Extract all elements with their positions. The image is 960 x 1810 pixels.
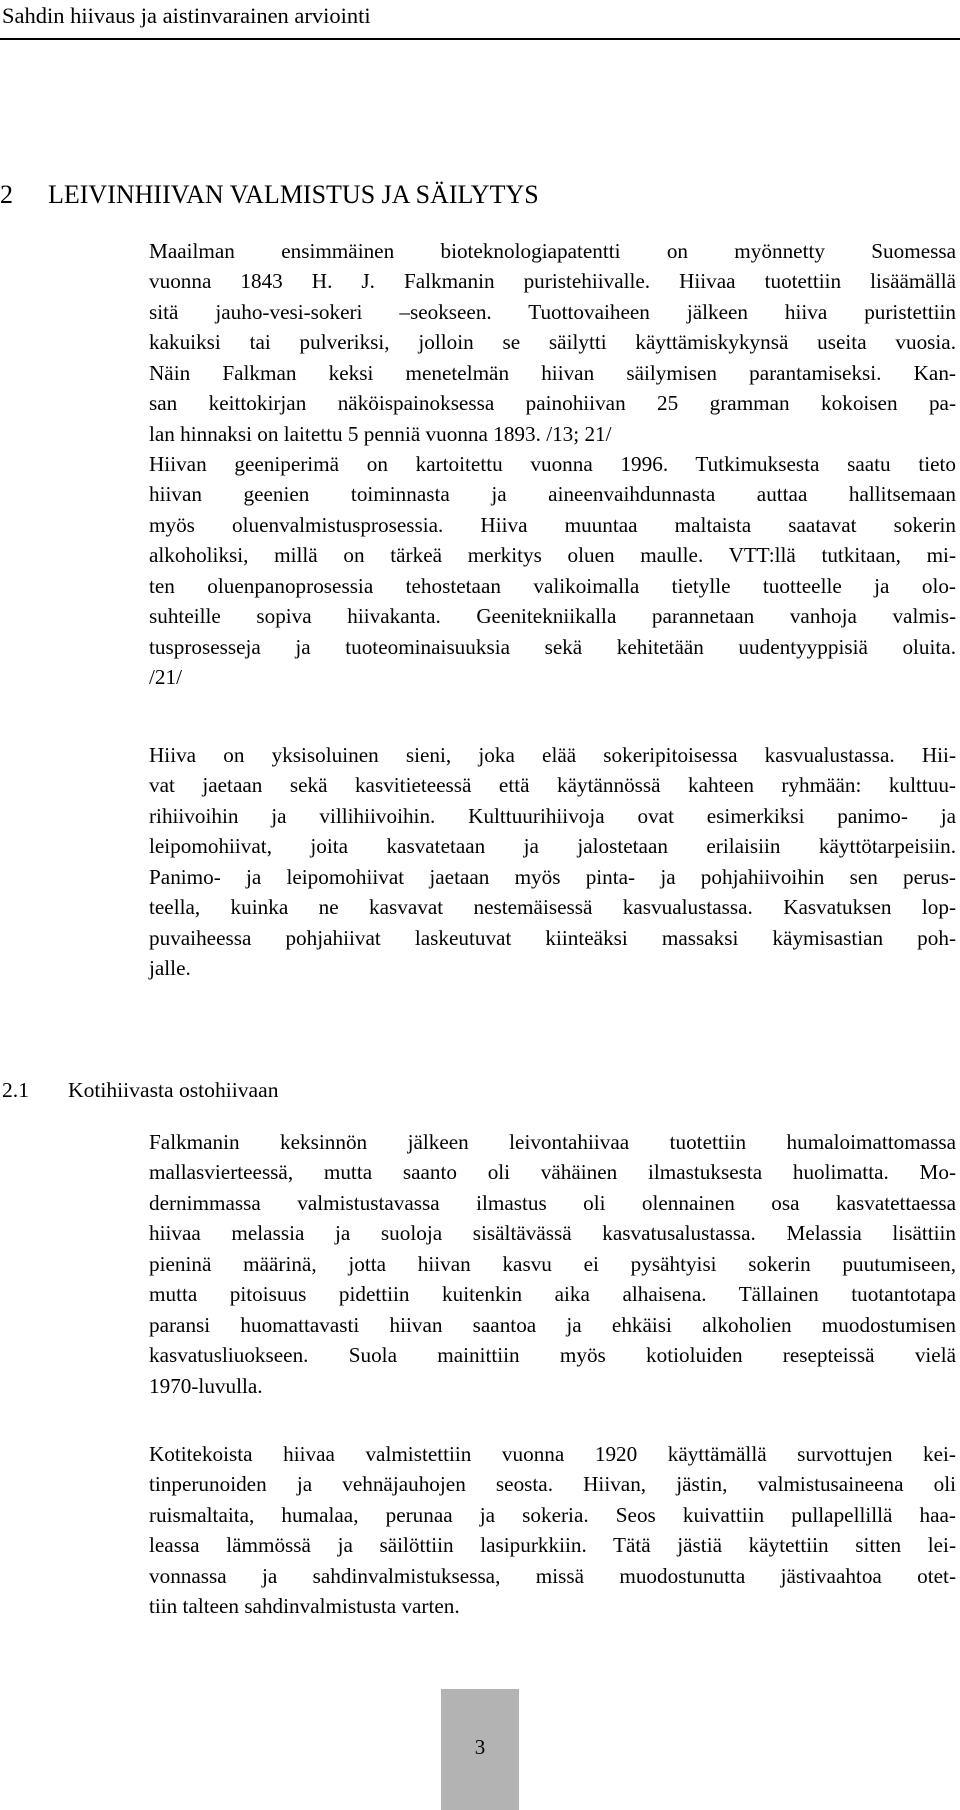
paragraph-hiiva-sieni	[149, 740, 956, 984]
paragraph-patentti	[149, 236, 956, 449]
chapter-heading	[0, 178, 539, 212]
chapter-number: 2	[0, 180, 13, 209]
section-heading	[2, 1075, 279, 1105]
text-line: dernimmassa valmistustavassa ilmastus oli olennainen osa kasvatettaessa	[149, 1190, 956, 1215]
text-line: Kotitekoista hiivaa valmistettiin vuonna 1920 käyttämällä survottujen kei-	[149, 1442, 956, 1466]
text-line: myös oluenvalmistusprosessia. Hiiva muuntaa maltaista saatavat sokerin	[149, 512, 956, 537]
text-line: leassa lämmössä ja säilöttiin lasipurkkiin. Tätä jästiä käytettiin sitten lei-	[149, 1533, 956, 1558]
text-line: san keittokirjan näköispainoksessa painohiivan 25 gramman kokoisen pa-	[149, 391, 956, 416]
text-line: vuonna 1843 H. J. Falkmanin puristehiivalle. Hiivaa tuotettiin lisäämällä	[149, 269, 956, 294]
text-line: kakuiksi tai pulveriksi, jolloin se säilytti käyttämiskykynsä useita vuosia.	[149, 330, 956, 355]
text-line: vonnassa ja sahdinvalmistuksessa, missä muodostunutta jästivaahtoa otet-	[149, 1563, 956, 1588]
section-number: 2.1	[2, 1078, 29, 1102]
text-line: hiivaa melassia ja suoloja sisältävässä kasvatusalustassa. Melassia lisättiin	[149, 1221, 956, 1246]
running-title: Sahdin hiivaus ja aistinvarainen arviointi	[2, 3, 371, 28]
text-line: mallasvierteessä, mutta saanto oli vähäinen ilmastuksesta huolimatta. Mo-	[149, 1160, 956, 1185]
text-line: pieninä määrinä, jotta hiivan kasvu ei pysähtyisi sokerin puutumiseen,	[149, 1251, 956, 1276]
paragraph-kotitekoinen-hiiva	[149, 1439, 956, 1622]
text-line: alkoholiksi, millä on tärkeä merkitys oluen maulle. VTT:llä tutkitaan, mi-	[149, 543, 956, 568]
text-line: tiin talteen sahdinvalmistusta varten.	[149, 1594, 460, 1619]
text-line: Maailman ensimmäinen bioteknologiapatentti on myönnetty Suomessa	[149, 239, 956, 263]
text-line: rihiivoihin ja villihiivoihin. Kulttuurihiivoja ovat esimerkiksi panimo- ja	[149, 803, 956, 828]
text-line: paransi huomattavasti hiivan saantoa ja ehkäisi alkoholien muodostumisen	[149, 1312, 956, 1337]
page-number: 3	[474, 1735, 486, 1759]
page-number-box	[441, 1689, 519, 1810]
text-line: mutta pitoisuus pidettiin kuitenkin aika alhaisena. Tällainen tuotantotapa	[149, 1282, 956, 1307]
text-line: Hiiva on yksisoluinen sieni, joka elää sokeripitoisessa kasvualustassa. Hii-	[149, 743, 956, 767]
text-line: kasvatusliuokseen. Suola mainittiin myös kotioluiden resepteissä vielä	[149, 1343, 956, 1368]
text-line: hiivan geenien toiminnasta ja aineenvaihdunnasta auttaa hallitsemaan	[149, 482, 956, 507]
text-line: tusprosesseja ja tuoteominaisuuksia sekä kehitetään uudentyyppisiä oluita.	[149, 634, 956, 659]
paragraph-falkmanin-keksinto	[149, 1127, 956, 1401]
paragraph-geeniperima	[149, 449, 956, 693]
text-line: vat jaetaan sekä kasvitieteessä että käytännössä kahteen ryhmään: kulttuu-	[149, 773, 956, 798]
text-line: Falkmanin keksinnön jälkeen leivontahiivaa tuotettiin humaloimattomassa	[149, 1130, 956, 1154]
chapter-title: LEIVINHIIVAN VALMISTUS JA SÄILYTYS	[48, 180, 539, 209]
text-line: Panimo- ja leipomohiivat jaetaan myös pinta- ja pohjahiivoihin sen perus-	[149, 864, 956, 889]
text-line: Hiivan geeniperimä on kartoitettu vuonna 1996. Tutkimuksesta saatu tieto	[149, 452, 956, 476]
section-title: Kotihiivasta ostohiivaan	[68, 1078, 279, 1102]
text-line: ten oluenpanoprosessia tehostetaan valikoimalla tietylle tuotteelle ja olo-	[149, 573, 956, 598]
text-line: tinperunoiden ja vehnäjauhojen seosta. Hiivan, jästin, valmistusaineena oli	[149, 1472, 956, 1497]
running-header	[0, 0, 960, 40]
text-line: /21/	[149, 665, 182, 690]
text-line: leipomohiivat, joita kasvatetaan ja jalostetaan erilaisiin käyttötarpeisiin.	[149, 834, 956, 859]
text-line: puvaiheessa pohjahiivat laskeutuvat kiinteäksi massaksi käymisastian poh-	[149, 925, 956, 950]
text-line: teella, kuinka ne kasvavat nestemäisessä kasvualustassa. Kasvatuksen lop-	[149, 895, 956, 920]
text-line: Näin Falkman keksi menetelmän hiivan säilymisen parantamiseksi. Kan-	[149, 360, 956, 385]
text-line: 1970-luvulla.	[149, 1373, 263, 1398]
text-line: suhteille sopiva hiivakanta. Geenitekniikalla parannetaan vanhoja valmis-	[149, 604, 956, 629]
text-line: ruismaltaita, humalaa, perunaa ja sokeria. Seos kuivattiin pullapellillä haa-	[149, 1502, 956, 1527]
text-line: jalle.	[149, 956, 191, 981]
text-line: sitä jauho-vesi-sokeri –seokseen. Tuottovaiheen jälkeen hiiva puristettiin	[149, 299, 956, 324]
text-line: lan hinnaksi on laitettu 5 penniä vuonna 1893. /13; 21/	[149, 421, 612, 446]
